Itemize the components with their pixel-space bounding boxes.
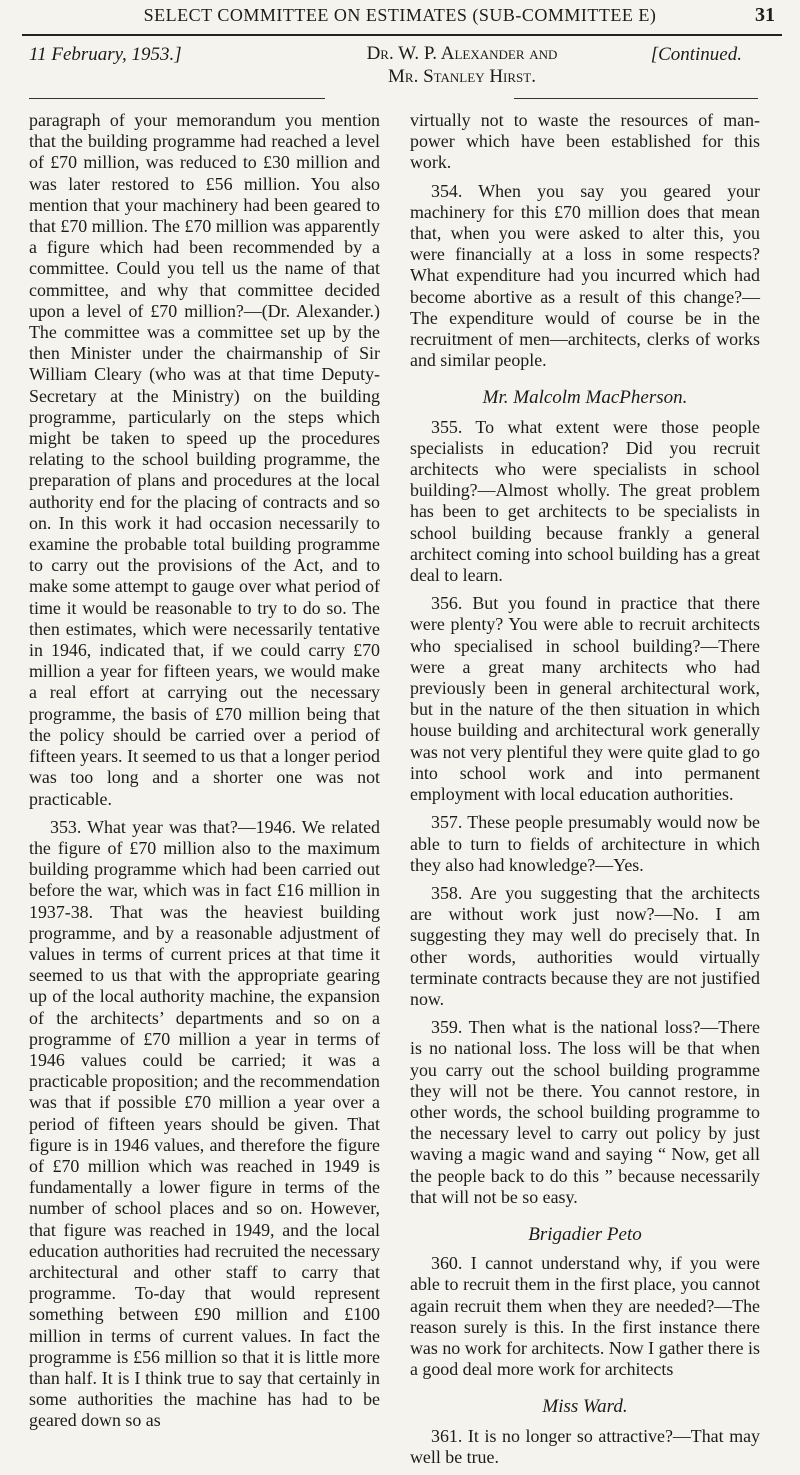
running-title: SELECT COMMITTEE ON ESTIMATES (SUB-COMMITTEE E) bbox=[143, 5, 657, 25]
question-359: 359. Then what is the national loss?—There is no national loss. The loss will be that when you carry out the school building programme they will not be there. You cannot restore, in other words, the school building programme to the necessary level to carry out policy by just waving a magic wand and saying “ Now, get all the people back to do this ” because necessarily that will not be so easy. bbox=[410, 1017, 760, 1207]
question-360: 360. I cannot understand why, if you were able to recruit them in the first place, you cannot again recruit them when they are needed?—The reason surely is this. In the first instance there was no work for architects. Now I gather there is a good deal more work for architects bbox=[410, 1253, 760, 1380]
speaker-heading: Miss Ward. bbox=[542, 1396, 628, 1418]
question-358: 358. Are you suggesting that the architects are without work just now?—No. I am suggesting they may well do precisely that. In other words, authorities would virtually terminate contracts because they are not justified now. bbox=[410, 882, 760, 1009]
witnesses-line-1: Dr. W. P. Alexander and bbox=[366, 43, 558, 64]
witnesses bbox=[322, 42, 602, 88]
question-354: 354. When you say you geared your machinery for this £70 million does that mean that, when you were asked to alter this, you were financially at a loss in some respects? What expenditure had you incurred which had become abortive as a result of this change?—The expenditure would of course be in the recruitment of men—architects, clerks of works and similar people. bbox=[410, 180, 760, 371]
question-353: 353. What year was that?—1946. We related the figure of £70 million also to the maximum building programme which had been carried out before the war, which was in fact £16 million in 1937-38. That was the heaviest building programme, and by a reasonable adjustment of values in terms of current prices at that time it seemed to us that with the appropriate gearing up of the local authority machine, the expansion of the architects’ departments and so on a programme of £70 million a year in terms of 1946 values could be carried; it was a practicable proposition; and the recommendation was that if possible £70 million a year over a period of fifteen years should be given. That figure is in 1946 values, and therefore the figure of £70 million which was reached in 1949 is fundamentally a lower figure in terms of the number of school places and so on. However, that figure was reached in 1949, and the local education authorities had recruited the necessary architectural and other staff to carry that programme. To-day that would represent something between £90 million and £100 million in terms of current values. In fact the programme is £56 million so that it is little more than half. It is I think true to say that certainly in some authorities the machine has had to be geared down so as bbox=[29, 816, 380, 1431]
left-column bbox=[29, 110, 380, 1439]
header-rule bbox=[22, 34, 782, 36]
question-356: 356. But you found in practice that there were plenty? You were able to recruit architects who specialised in school building?—There were a great many architects who had previously been in general architectural work, but in the nature of the then situation in which house building and architectural work generally was not very plentiful they were quite glad to go into school work and into permanent employment with local education authorities. bbox=[410, 593, 760, 805]
speaker-heading: Mr. Malcolm MacPherson. bbox=[482, 387, 688, 409]
question-361: 361. It is no longer so attractive?—That may well be true. bbox=[410, 1425, 760, 1467]
paragraph: virtually not to waste the resources of man-power which have been established for this work. bbox=[410, 110, 760, 173]
sitting-date: 11 February, 1953.] bbox=[29, 44, 182, 65]
speaker-heading: Brigadier Peto bbox=[528, 1223, 642, 1245]
paragraph: paragraph of your memorandum you mention that the building programme had reached a level of £70 million, was reduced to £30 million and was later restored to £56 million. You also mention that your machinery had been geared to that £70 million. The £70 million was apparently a figure which had been recommended by a committee. Could you tell us the name of that committee, and why that committee decided upon a level of £70 million?—(Dr. Alexander.) The committee was a committee set up by the then Minister under the chairmanship of Sir William Cleary (who was at that time Deputy-Secretary at the Ministry) on the building programme, particularly on the steps which might be taken to speed up the procedures relating to the school building programme, the preparation of plans and procedures at the local authority end for the placing of contracts and so on. In this work it had occasion necessarily to examine the probable total building programme to carry out the provisions of the Act, and to make some attempt to gauge over what period of time it would be reasonable to try to do so. The then estimates, which were necessarily tentative in 1946, indicated that, if we could carry £70 million a year for fifteen years, we would make a real effort at carrying out the necessary programme, the basis of £70 million being that the policy should be carried over a period of fifteen years. It seemed to us that a longer period was too long and a shorter one was not practicable. bbox=[29, 110, 380, 809]
subheader-rule-left bbox=[29, 98, 325, 99]
question-357: 357. These people presumably would now be able to turn to fields of architecture in which they also had knowledge?—Yes. bbox=[410, 812, 760, 875]
continued-label: [Continued. bbox=[650, 44, 742, 65]
right-column bbox=[410, 110, 760, 1475]
witnesses-line-2: Mr. Stanley Hirst. bbox=[388, 66, 536, 87]
subheader-rule-right bbox=[514, 98, 758, 99]
page-number: 31 bbox=[755, 4, 775, 26]
question-355: 355. To what extent were those people specialists in education? Did you recruit architects who were specialists in school building?—Almost wholly. The great problem has been to get architects to be specialists in school building because frankly a general architect coming into school building has a great deal to learn. bbox=[410, 416, 760, 586]
